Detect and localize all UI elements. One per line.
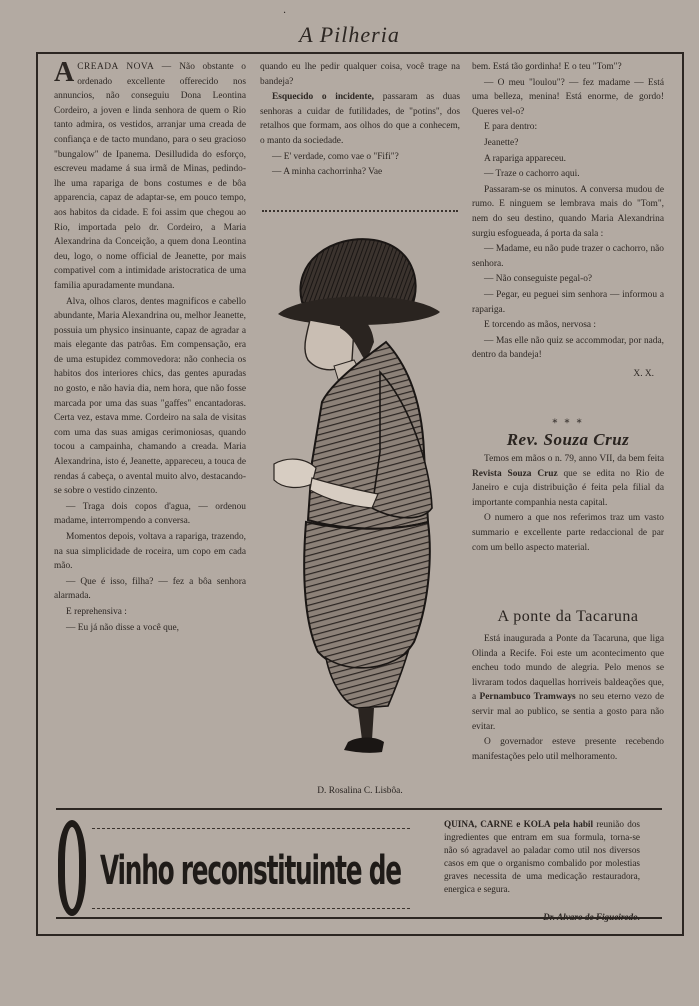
ad-bottom-rule [56, 917, 662, 919]
tacaruna-heading: A ponte da Tacaruna [497, 608, 639, 625]
story-paragraph: — A minha cachorrinha? Vae [272, 167, 383, 178]
story-paragraph: E reprehensiva : [66, 606, 127, 617]
ad-body [444, 818, 640, 896]
drop-cap: A [54, 60, 75, 88]
story-paragraph: Passaram-se os minutos. A conversa mudou de rumo. E ninguem se lembrava mais do "Tom", nem do seu destino, quando Maria Alexandrina surgiu esfogueada, á porta da sala : [472, 184, 664, 239]
story-paragraph: passaram as duas senhoras a cuidar de futilidades, de "potins", dos retalhos que formam, aos olhos do que a conhecem, o manto da sociedade. [260, 92, 460, 146]
souza-cruz-heading: Rev. Souza Cruz [506, 430, 630, 449]
story-bold-lead: Esquecido o incidente, [272, 92, 375, 103]
story-paragraph: — Que é isso, filha? — fez a bôa senhora alarmada. [54, 576, 246, 602]
ad-body-text: reunião dos ingredientes que entram em sua formula, torna-se não só agradavel ao paladar como util nos diversos casos em que o organismo combalido por molestias graves necessita de uma medicação restauradora, energica e segura. [444, 819, 641, 894]
tacaruna-article [472, 632, 664, 802]
illustration-caption: D. Rosalina C. Lisbôa. [317, 786, 403, 796]
souza-cruz-article [472, 452, 664, 600]
story-paragraph: — O meu "loulou"? — fez madame — Está uma belleza, menina! Está enorme, de gordo! Queres vel-o? [472, 77, 664, 117]
ad-big-letter-o [58, 820, 86, 916]
story-paragraph: — Traga dois copos d'agua, — ordenou madame, interrompendo a conversa. [54, 501, 246, 527]
ad-top-rule [56, 808, 662, 810]
article-bold-text: Revista Souza Cruz [472, 468, 558, 479]
story-paragraph: — Eu já não disse a você que, [66, 622, 179, 633]
ad-headline-rule [92, 908, 410, 909]
story-paragraph: A rapariga appareceu. [484, 153, 566, 164]
story-paragraph: Alva, olhos claros, dentes magnificos e cabello abundante, Maria Alexandrina ou, melhor Jeanette, possuia um physico insinuante, capaz de agradar a mais elegante das patrôas. Em compensação, era de uma estupidez commovedora: não conhecia os habitos dos interiores chics, das gentes apuradas no gosto, e não havia dia, nem hora, que não fosse marcada por uma das suas "gaffes" encantadoras. Certa vez, estava mme. Cordeiro na sala de visitas com uma das suas amigas cerimoniosas, quando tocou a campainha, chamando a creada. Maria Alexandrina, isto é, Jeanette, appareceu, a touca de rendas á cabeça, o avental muito alvo, destacando-se sobre o vestido cinzento. [54, 296, 246, 497]
story-paragraph: Não obstante o ordenado excellente offerecido nos annuncios, não conseguiu Dona Leontina Cordeiro, a joven e linda senhora de quem o Rio tanto admira, os vestidos, arranjar uma creada de confiança e de tacto mundano, para o seu gracioso "bungalow" de Ipanema. Desilludida do esforço, escreveu madame á sua irmã de Minas, pedindo-lhe uma rapariga de bons costumes e de bôa apparencia, capaz de adaptar-se, em pouco tempo, aos habitos da cidade. E foi assim que chegou ao Rio, importada pelo dr. Cordeiro, a Maria Alexandrina da Conceição, a quem dona Leontina deu, logo, o nome official de Jeanette, por mais compativel com a intimidade aristocratica de uma familia apuradamente mundana. [54, 62, 246, 291]
page-title: A Pilheria [299, 22, 400, 47]
story-column-2 [260, 60, 460, 200]
story-paragraph: — Mas elle não quiz se accommodar, por nada, dentro da bandeja! [472, 335, 664, 361]
article-paragraph: O numero a que nos referimos traz um vasto summario e excellente parte redaccional de par com um bello aspecto material. [472, 513, 664, 553]
story-paragraph: — Pegar, eu peguei sim senhora — informou a rapariga. [472, 289, 664, 315]
story-paragraph: Jeanette? [484, 137, 519, 148]
section-stars-divider: * * * [552, 418, 584, 429]
story-signature: X. X. [633, 368, 654, 379]
story-paragraph: E para dentro: [484, 122, 538, 133]
story-lead: CREADA NOVA — [77, 62, 172, 72]
ad-body-bold: QUINA, CARNE e KOLA pela habil [444, 819, 594, 829]
story-paragraph: bem. Está tão gordinha! E o teu "Tom"? [472, 62, 622, 72]
story-column-3 [472, 60, 664, 422]
ad-headline-rule [92, 828, 410, 829]
story-column-1 [54, 60, 246, 796]
ad-headline: Vinho reconstituinte de [100, 848, 401, 894]
story-paragraph: E torcendo as mãos, nervosa : [484, 320, 596, 331]
page-mark: · [283, 8, 287, 19]
article-text: no seu eterno vezo de servir mal ao publico, se sentia a gosto para não evitar. [472, 692, 664, 732]
story-paragraph: — Não conseguiste pegal-o? [484, 274, 593, 285]
article-text: que se edita no Rio de Janeiro e cuja distribuição é feita pela filial da importante companhia nesta capital. [472, 468, 664, 508]
story-paragraph: — E' verdade, como vae o "Fifi"? [272, 151, 399, 162]
story-paragraph: quando eu lhe pedir qualquer coisa, você trage na bandeja? [260, 62, 460, 87]
article-paragraph: O governador esteve presente recebendo manifestações pelo util melhoramento. [472, 737, 664, 762]
story-paragraph: — Traze o cachorro aqui. [484, 169, 580, 180]
story-paragraph: — Madame, eu não pude trazer o cachorro, não senhora. [472, 244, 664, 269]
woman-portrait-illustration [262, 232, 458, 780]
article-bold-text: Pernambuco Tramways [479, 692, 576, 703]
dotted-divider [262, 210, 458, 212]
article-text: Está inaugurada a Ponte da Tacaruna, que liga Olinda a Recife. Foi este um acontecimento que encheu todo mundo de alegria. Pelo menos se livraram todos daquellas horriveis baldeações que, a [472, 634, 664, 703]
ad-signature: Dr. Alvaro de Figueiredo. [543, 912, 640, 922]
story-paragraph: Momentos depois, voltava a rapariga, trazendo, na sua simplicidade de roceira, um copo em cada mão. [54, 532, 246, 572]
article-text: Temos em mãos o n. 79, anno VII, da bem feita [484, 454, 664, 464]
